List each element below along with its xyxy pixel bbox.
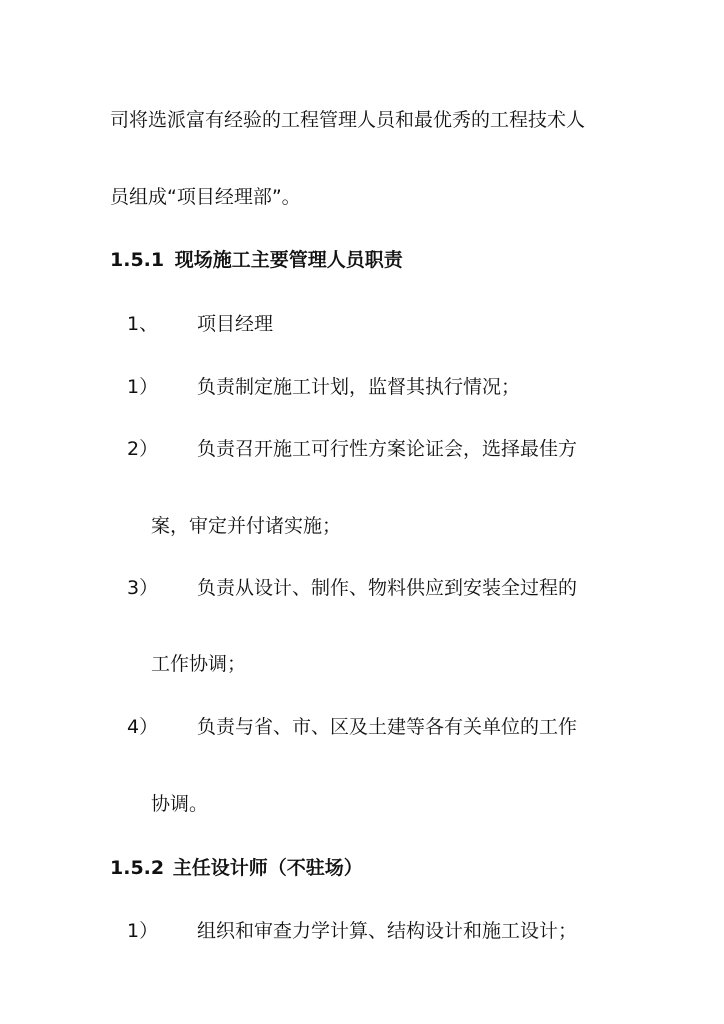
- section-title: 主任设计师（不驻场）: [172, 857, 363, 879]
- list-item-text: 组织和审查力学计算、结构设计和施工设计；: [197, 920, 578, 942]
- section-title: 现场施工主要管理人员职责: [174, 249, 403, 271]
- list-item-marker: 1）: [127, 376, 159, 398]
- section-number: 1.5.2: [110, 857, 165, 879]
- list-item-text: 负责从设计、制作、物料供应到安装全过程的: [197, 577, 578, 599]
- intro-line-1: 司将选派富有经验的工程管理人员和最优秀的工程技术人: [110, 109, 586, 131]
- section-heading-1-5-2: [110, 856, 363, 880]
- list-item-continuation: 工作协调；: [151, 653, 247, 675]
- intro-line-2: 员组成“项目经理部”。: [110, 186, 301, 208]
- section-heading-1-5-1: [110, 248, 403, 272]
- list-item-text: 负责制定施工计划，监督其执行情况；: [197, 376, 521, 398]
- list-item-text: 负责召开施工可行性方案论证会，选择最佳方: [197, 438, 578, 460]
- subsection-title: 项目经理: [197, 313, 274, 335]
- list-item-marker: 2）: [127, 438, 159, 460]
- list-item-marker: 4）: [127, 716, 159, 738]
- list-item-text: 负责与省、市、区及土建等各有关单位的工作: [197, 716, 578, 738]
- list-item-marker: 1）: [127, 920, 159, 942]
- subsection-marker: 1、: [127, 313, 159, 335]
- list-item-continuation: 案，审定并付诸实施；: [151, 515, 342, 537]
- list-item-marker: 3）: [127, 577, 159, 599]
- list-item-continuation: 协调。: [151, 793, 209, 815]
- section-number: 1.5.1: [110, 249, 165, 271]
